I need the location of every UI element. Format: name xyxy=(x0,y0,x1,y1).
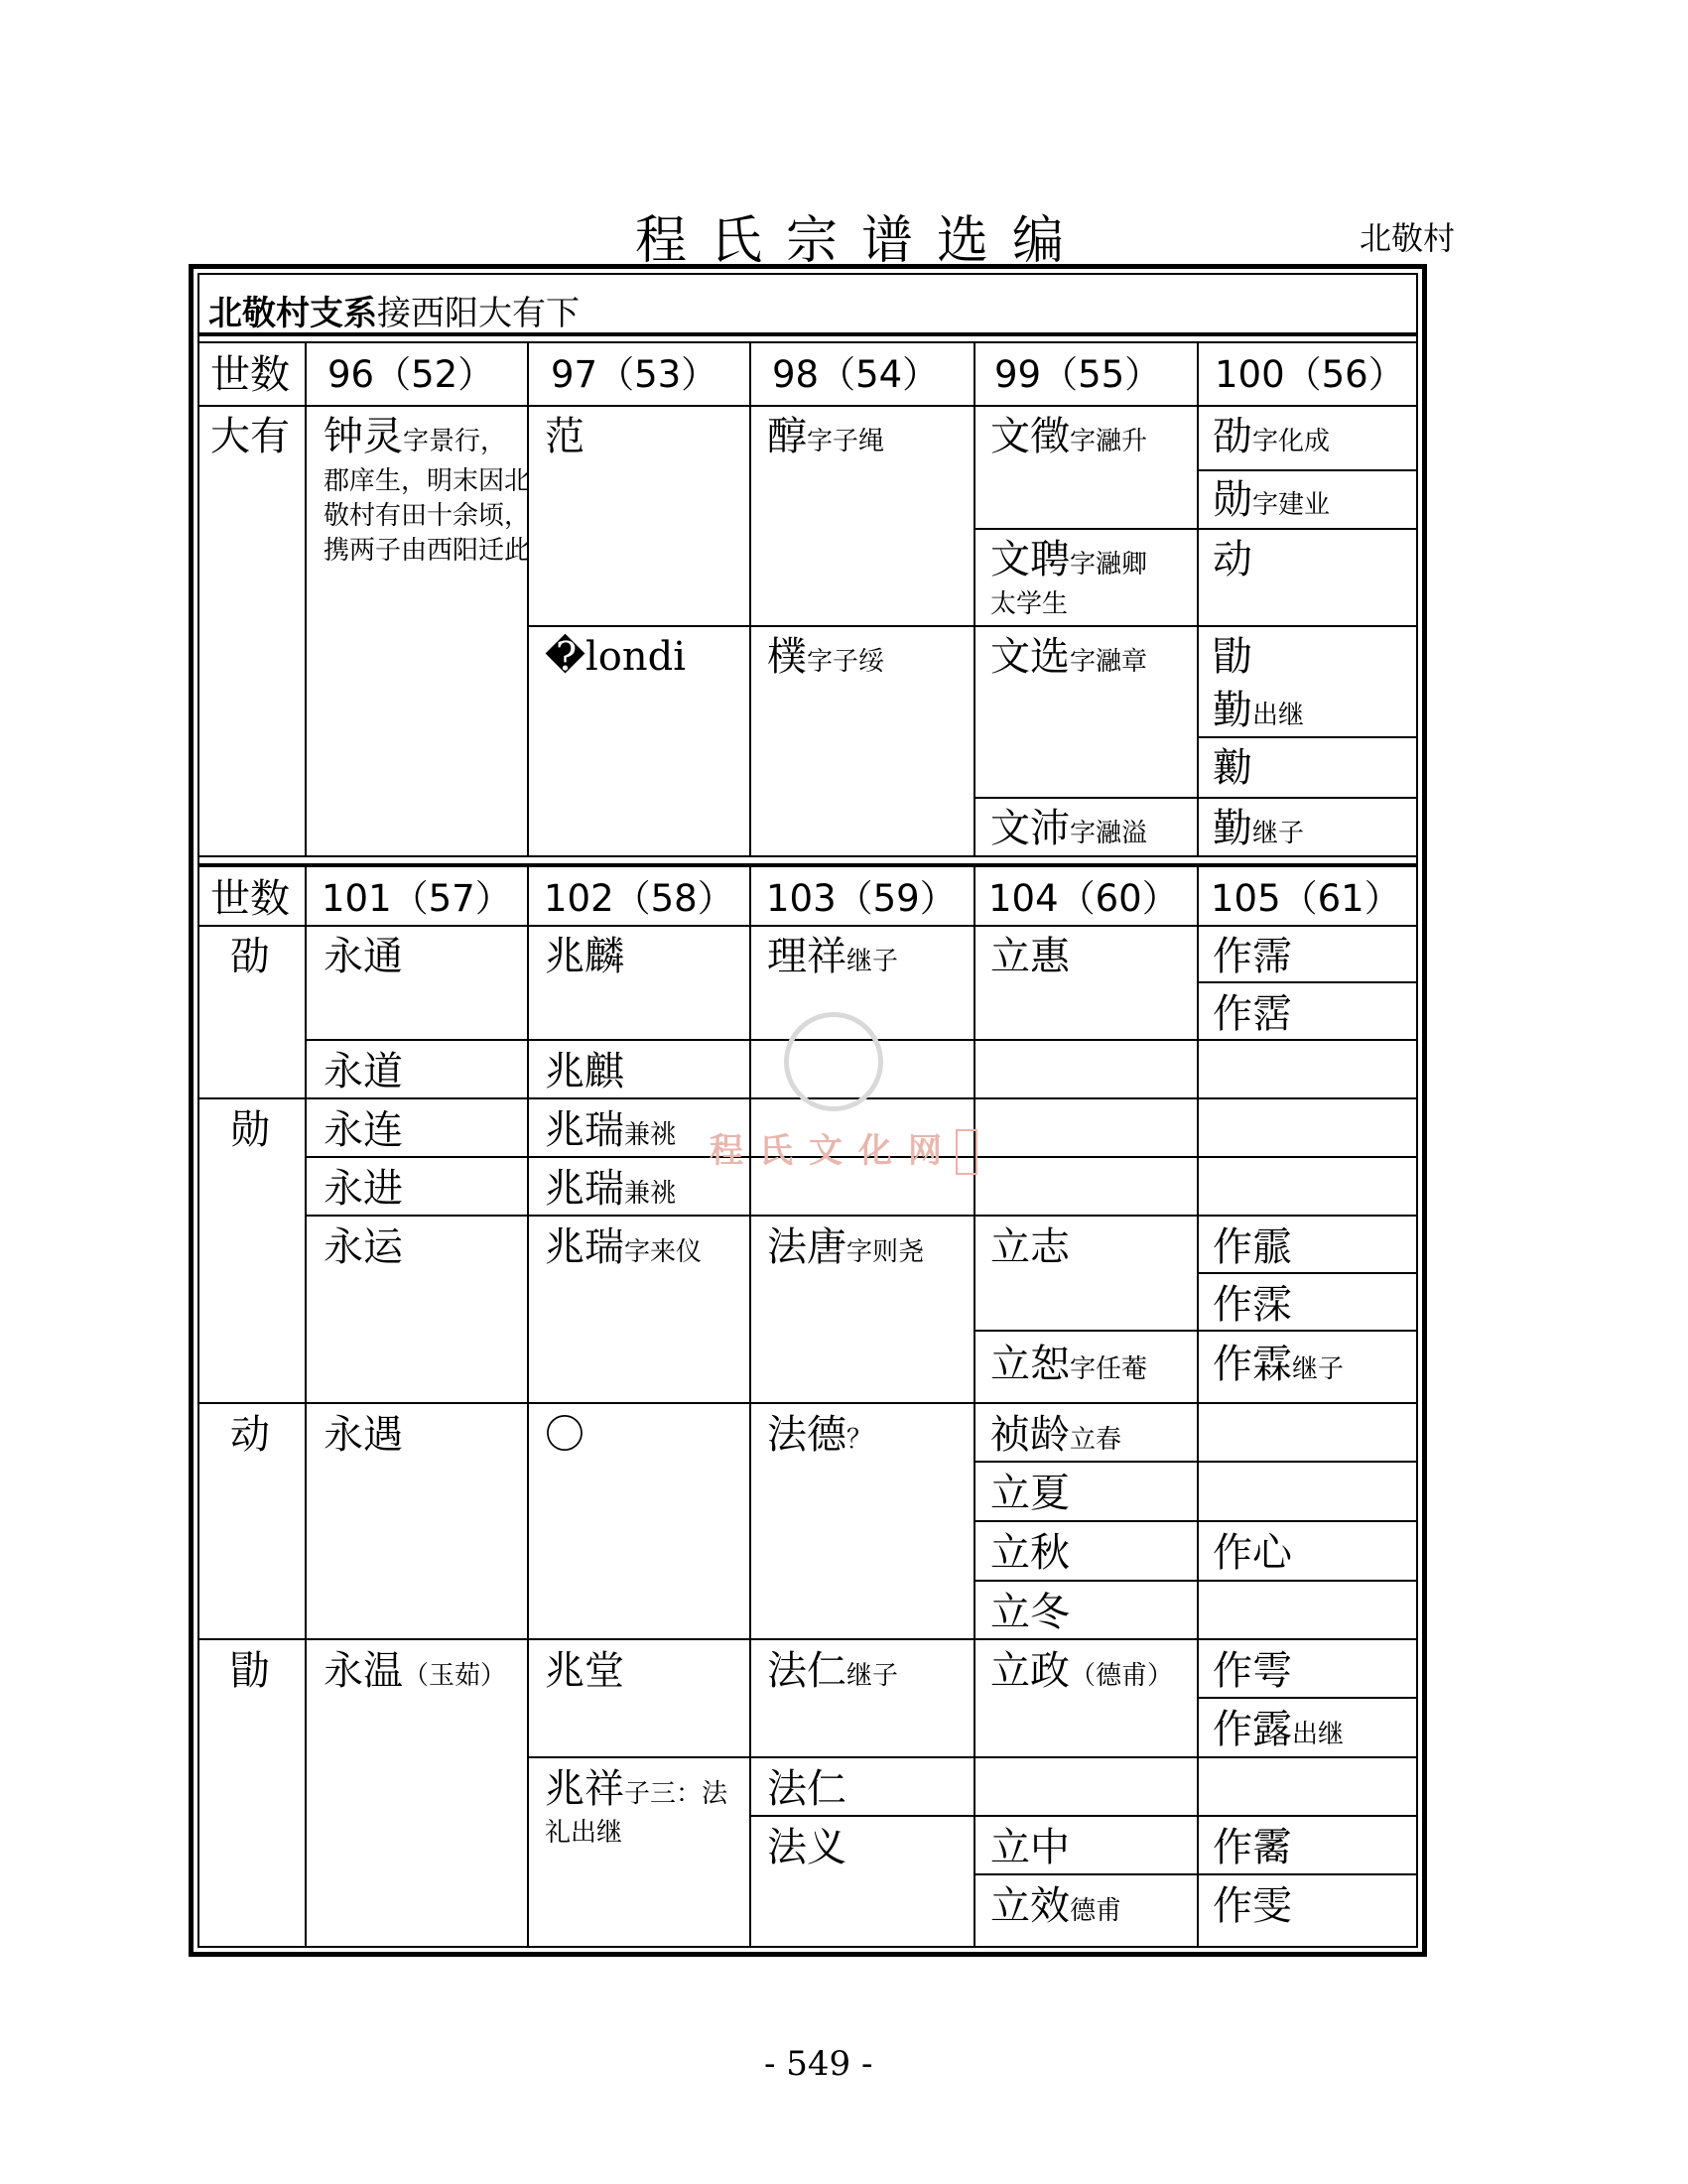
person-name: 兆瑞 xyxy=(545,1224,624,1270)
person-cell xyxy=(990,538,1147,581)
person-cell xyxy=(1213,415,1330,458)
person-note: 继子 xyxy=(846,1661,899,1691)
person-name: 永温 xyxy=(324,1648,403,1694)
person-note: 字子绳 xyxy=(807,427,885,456)
header-col: 103（59） xyxy=(766,877,957,920)
divider xyxy=(197,1402,1418,1404)
person-name: 永道 xyxy=(324,1049,403,1094)
person-name: 法唐 xyxy=(767,1224,846,1270)
divider xyxy=(1199,1272,1418,1274)
person-name: 作雩 xyxy=(1213,1648,1292,1694)
divider xyxy=(197,1638,1418,1640)
divider xyxy=(305,343,307,855)
divider xyxy=(1197,343,1199,855)
person-note: 出继 xyxy=(1292,1720,1345,1749)
person-name: 作心 xyxy=(1213,1530,1292,1576)
person-note: 字瀜章 xyxy=(1070,647,1148,677)
section-title-normal: 接西阳大有下 xyxy=(377,294,580,333)
section-title-bold: 北敬村支系 xyxy=(208,294,377,333)
person-name: 劭 xyxy=(1213,414,1252,459)
person-name: 勋 xyxy=(1213,477,1252,523)
small-red-seal xyxy=(956,1129,977,1175)
person-name: 文选 xyxy=(990,634,1070,680)
header-col: 100（56） xyxy=(1215,353,1405,396)
person-name: 立秋 xyxy=(990,1530,1070,1576)
person-note: （玉茹） xyxy=(403,1661,507,1691)
person-cell xyxy=(324,415,506,458)
person-note: （德甫） xyxy=(1070,1661,1174,1691)
divider xyxy=(1199,981,1418,983)
person-note: 字任菴 xyxy=(1070,1354,1148,1384)
divider xyxy=(197,341,1418,343)
person-name: 勤 xyxy=(1213,806,1252,851)
person-cell xyxy=(1213,689,1304,732)
person-cell xyxy=(1213,1343,1344,1386)
person-cell xyxy=(990,807,1147,850)
header-col: 98（54） xyxy=(772,353,940,396)
person-name: 法仁 xyxy=(767,1766,846,1812)
header-col: 96（52） xyxy=(327,353,495,396)
group-label: 勖 xyxy=(230,1648,270,1694)
person-cell xyxy=(324,1649,506,1693)
person-cell xyxy=(767,415,884,458)
page-number: - 549 - xyxy=(764,2044,873,2084)
group-label: 劭 xyxy=(230,934,270,979)
person-name: 永进 xyxy=(324,1166,403,1212)
person-name: 立夏 xyxy=(990,1471,1070,1516)
person-note: 立春 xyxy=(1070,1425,1122,1455)
person-name: 法义 xyxy=(767,1825,846,1870)
person-cell xyxy=(990,415,1147,458)
unknown-person-circle: 〇 xyxy=(545,1412,584,1458)
village-label: 北敬村 xyxy=(1360,219,1456,257)
group-label: 动 xyxy=(230,1412,270,1458)
person-note: 继子 xyxy=(1292,1354,1345,1384)
person-note: 兼祧 xyxy=(624,1120,677,1150)
person-cell xyxy=(1213,478,1330,522)
header-col: 97（53） xyxy=(551,353,718,396)
watermark-text: 程氏文化网 xyxy=(710,1131,958,1171)
person-name: 作霱 xyxy=(1213,1825,1292,1870)
person-note: 兼祧 xyxy=(624,1179,677,1209)
person-name: 立政 xyxy=(990,1648,1070,1694)
person-name: 醇 xyxy=(767,414,807,459)
person-cell xyxy=(1213,1708,1344,1751)
person-cell xyxy=(767,935,898,978)
person-note: 字子绥 xyxy=(807,647,885,677)
header-generation: 世数 xyxy=(210,352,290,398)
person-note: 出继 xyxy=(1252,701,1305,730)
person-name: 立冬 xyxy=(990,1590,1070,1635)
person-name: 作霖 xyxy=(1213,1342,1292,1387)
divider xyxy=(749,867,751,1948)
person-name: 立中 xyxy=(990,1825,1070,1870)
header-col: 102（58） xyxy=(544,877,734,920)
person-name: 作雯 xyxy=(1213,1883,1292,1929)
person-name: �londi xyxy=(545,634,687,680)
person-cell xyxy=(990,635,1147,679)
person-note: 继子 xyxy=(846,947,899,976)
divider xyxy=(749,343,751,855)
person-name: 永连 xyxy=(324,1107,403,1153)
person-cell xyxy=(990,1413,1121,1457)
header-col: 104（60） xyxy=(988,877,1179,920)
divider xyxy=(1197,867,1199,1948)
header-generation: 世数 xyxy=(210,876,290,922)
person-note: 子三：法 xyxy=(624,1779,728,1809)
divider xyxy=(307,1215,1418,1217)
person-note: 字建业 xyxy=(1252,490,1331,520)
divider xyxy=(974,343,975,855)
divider xyxy=(197,925,1418,927)
person-name: 勤 xyxy=(1213,688,1252,733)
person-name: 立志 xyxy=(990,1224,1070,1270)
person-note: 继子 xyxy=(1252,819,1305,848)
person-cell xyxy=(990,1649,1173,1693)
person-note: 字瀜卿 xyxy=(1070,550,1148,579)
person-note: 德甫 xyxy=(1070,1896,1122,1926)
person-note: ？ xyxy=(846,1425,873,1455)
header-col: 101（57） xyxy=(322,877,512,920)
header-col: 99（55） xyxy=(994,353,1162,396)
person-note: 字则尧 xyxy=(846,1237,925,1267)
section-title xyxy=(208,286,580,334)
person-name: 法仁 xyxy=(767,1648,846,1694)
person-name: 祯龄 xyxy=(990,1412,1070,1458)
person-name: 动 xyxy=(1213,537,1252,582)
divider xyxy=(751,1815,1418,1817)
divider xyxy=(1199,1697,1418,1699)
person-name: 勖 xyxy=(1213,634,1252,680)
person-name: 兆祥 xyxy=(545,1766,624,1812)
ancestor-name: 大有 xyxy=(210,414,290,459)
person-name: 文聘 xyxy=(990,537,1070,582)
person-note: 字景行， xyxy=(403,427,507,456)
person-name: 永遇 xyxy=(324,1412,403,1458)
person-note: 字瀜升 xyxy=(1070,427,1148,456)
person-name: 兆堂 xyxy=(545,1648,624,1694)
person-cell xyxy=(545,1767,727,1811)
person-name: 作霈 xyxy=(1213,934,1292,979)
person-name: 作露 xyxy=(1213,1707,1292,1752)
person-cell xyxy=(1213,807,1304,850)
person-name: 作霑 xyxy=(1213,991,1292,1037)
divider xyxy=(197,855,1418,857)
person-cell xyxy=(545,1225,702,1269)
person-note: 字来仪 xyxy=(624,1237,703,1267)
divider xyxy=(1199,736,1418,738)
person-name: 兆麟 xyxy=(545,934,624,979)
divider xyxy=(305,867,307,1948)
person-note: 太学生 xyxy=(990,589,1069,619)
faint-seal-stamp xyxy=(784,1012,883,1111)
person-name: 兆麒 xyxy=(545,1049,624,1094)
person-cell xyxy=(545,1108,676,1152)
divider xyxy=(527,343,529,855)
person-name: 立效 xyxy=(990,1883,1070,1929)
divider xyxy=(197,863,1418,867)
person-name: 永运 xyxy=(324,1224,403,1270)
divider xyxy=(974,867,975,1948)
person-cell xyxy=(545,1167,676,1211)
person-note: 字瀜溢 xyxy=(1070,819,1148,848)
person-note: 礼出继 xyxy=(545,1818,623,1848)
person-note: 字化成 xyxy=(1252,427,1331,456)
person-name: 勷 xyxy=(1213,745,1252,791)
group-label: 勋 xyxy=(230,1107,270,1153)
person-note: 郡庠生，明末因北敬村有田十余顷，携两子由西阳迁此 xyxy=(324,466,531,566)
person-name: 钟灵 xyxy=(324,414,403,459)
person-name: 文徵 xyxy=(990,414,1070,459)
divider xyxy=(1199,469,1418,471)
person-cell xyxy=(990,1884,1121,1928)
person-name: 樸 xyxy=(767,634,807,680)
divider xyxy=(527,867,529,1948)
person-name: 兆瑞 xyxy=(545,1107,624,1153)
person-name: 法德 xyxy=(767,1412,846,1458)
person-name: 兆瑞 xyxy=(545,1166,624,1212)
header-col: 105（61） xyxy=(1211,877,1401,920)
person-name: 范 xyxy=(545,414,584,459)
person-cell xyxy=(767,1649,898,1693)
person-cell xyxy=(767,635,884,679)
person-cell xyxy=(767,1413,872,1457)
person-name: 作霂 xyxy=(1213,1282,1292,1328)
person-name: 立惠 xyxy=(990,934,1070,979)
person-cell xyxy=(767,1225,924,1269)
person-name: 理祥 xyxy=(767,934,846,979)
divider xyxy=(197,405,1418,407)
book-title: 程氏宗谱选编 xyxy=(635,211,1089,271)
person-name: 作霢 xyxy=(1213,1224,1292,1270)
person-name: 永通 xyxy=(324,934,403,979)
person-cell xyxy=(990,1343,1147,1386)
person-name: 立恕 xyxy=(990,1342,1070,1387)
person-name: 文沛 xyxy=(990,806,1070,851)
